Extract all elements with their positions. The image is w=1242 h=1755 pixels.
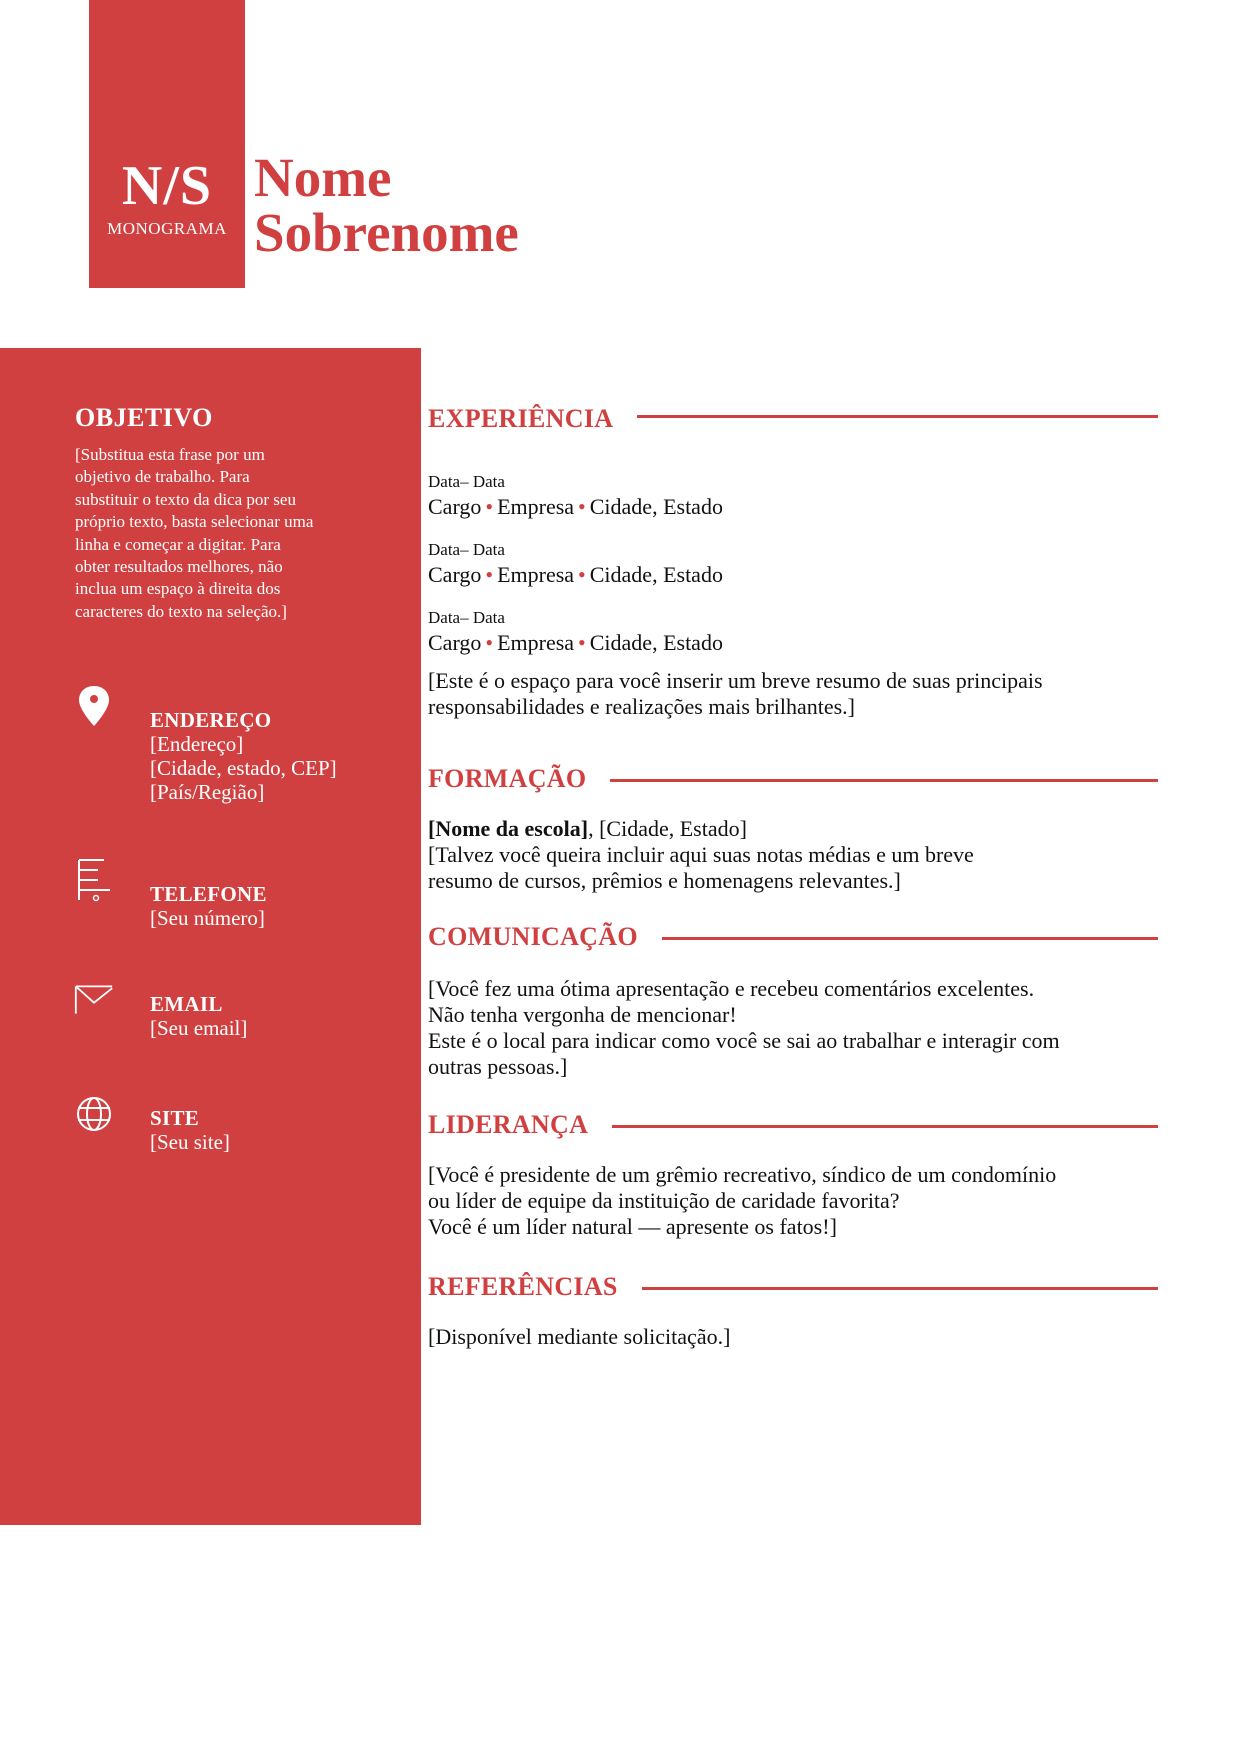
references-heading	[428, 1272, 1158, 1312]
email-address[interactable]: [Seu email]	[150, 1016, 248, 1040]
communication-line-4[interactable]: outras pessoas.]	[428, 1054, 568, 1079]
email-title: EMAIL	[150, 992, 223, 1016]
education-heading	[428, 764, 1158, 804]
site-title: SITE	[150, 1106, 200, 1130]
first-name[interactable]: Nome	[254, 147, 392, 208]
experience-1-dates[interactable]: Data– Data	[428, 472, 505, 491]
experience-1-location: Cidade, Estado	[589, 494, 723, 519]
experience-3-line[interactable]: Cargo • Empresa • Cidade, Estado	[428, 630, 723, 655]
communication-title: COMUNICAÇÃO	[428, 922, 662, 952]
references-rule	[640, 1287, 1158, 1290]
leadership-title: LIDERANÇA	[428, 1110, 612, 1140]
experience-3-location: Cidade, Estado	[589, 630, 723, 655]
monogram-block	[89, 0, 245, 288]
experience-summary-line-2[interactable]: responsabilidades e realizações mais brilhantes.]	[428, 694, 856, 719]
monogram-initials[interactable]: N/S	[121, 155, 213, 217]
phone-title: TELEFONE	[150, 882, 267, 906]
site-url[interactable]: [Seu site]	[150, 1130, 230, 1154]
experience-2-dates[interactable]: Data– Data	[428, 540, 505, 559]
experience-3-dates[interactable]: Data– Data	[428, 608, 505, 627]
school-name: [Nome da escola]	[428, 816, 589, 841]
communication-rule	[655, 937, 1158, 940]
education-line-2[interactable]: [Talvez você queira incluir aqui suas notas médias e um breve	[428, 842, 974, 867]
education-line-1[interactable]	[428, 816, 747, 842]
education-rule	[590, 779, 1158, 782]
experience-3-role: Cargo	[428, 630, 482, 655]
experience-2-role: Cargo	[428, 562, 482, 587]
communication-heading	[428, 922, 1158, 962]
objective-text[interactable]: [Substitua esta frase por um objetivo de trabalho. Para substituir o texto da dica por seu próprio texto, basta selecionar uma linha e começar a digitar. Para obter resultados melhores, não inclua um espaço à direita dos caracteres do texto na seleção.]	[75, 445, 314, 621]
leadership-rule	[600, 1125, 1158, 1128]
globe-icon	[74, 1092, 114, 1136]
leadership-heading	[428, 1110, 1158, 1150]
leadership-line-3[interactable]: Você é um líder natural — apresente os fatos!]	[428, 1214, 837, 1239]
address-title: ENDEREÇO	[150, 708, 272, 732]
experience-summary-line-1[interactable]: [Este é o espaço para você inserir um breve resumo de suas principais	[428, 668, 1043, 693]
education-title: FORMAÇÃO	[428, 764, 610, 794]
experience-2-line[interactable]: Cargo • Empresa • Cidade, Estado	[428, 562, 723, 587]
experience-1-line[interactable]: Cargo • Empresa • Cidade, Estado	[428, 494, 723, 519]
objective-title: OBJETIVO	[75, 403, 213, 432]
experience-title: EXPERIÊNCIA	[428, 404, 637, 434]
school-location: , [Cidade, Estado]	[588, 816, 747, 841]
experience-3-company: Empresa	[497, 630, 575, 655]
experience-heading	[428, 404, 1158, 444]
address-line-2[interactable]: [Cidade, estado, CEP]	[150, 756, 337, 780]
location-pin-icon	[74, 684, 114, 728]
experience-2-location: Cidade, Estado	[589, 562, 723, 587]
leadership-line-1[interactable]: [Você é presidente de um grêmio recreativo, síndico de um condomínio	[428, 1162, 1057, 1187]
address-line-3[interactable]: [País/Região]	[150, 780, 265, 804]
monogram-label[interactable]: MONOGRAMA	[107, 219, 227, 238]
last-name[interactable]: Sobrenome	[254, 202, 519, 263]
experience-1-role: Cargo	[428, 494, 482, 519]
education-line-3[interactable]: resumo de cursos, prêmios e homenagens relevantes.]	[428, 868, 901, 893]
address-line-1[interactable]: [Endereço]	[150, 732, 244, 756]
phone-icon	[74, 858, 114, 902]
experience-2-company: Empresa	[497, 562, 575, 587]
phone-number[interactable]: [Seu número]	[150, 906, 265, 930]
full-name	[254, 147, 519, 263]
communication-line-1[interactable]: [Você fez uma ótima apresentação e recebeu comentários excelentes.	[428, 976, 1035, 1001]
sidebar	[0, 348, 421, 1525]
envelope-icon	[74, 978, 114, 1022]
references-title: REFERÊNCIAS	[428, 1272, 642, 1302]
leadership-line-2[interactable]: ou líder de equipe da instituição de caridade favorita?	[428, 1188, 900, 1213]
experience-rule	[628, 415, 1158, 418]
experience-1-company: Empresa	[497, 494, 575, 519]
references-line-1[interactable]: [Disponível mediante solicitação.]	[428, 1324, 731, 1349]
communication-line-3[interactable]: Este é o local para indicar como você se sai ao trabalhar e interagir com	[428, 1028, 1060, 1053]
communication-line-2[interactable]: Não tenha vergonha de mencionar!	[428, 1002, 737, 1027]
